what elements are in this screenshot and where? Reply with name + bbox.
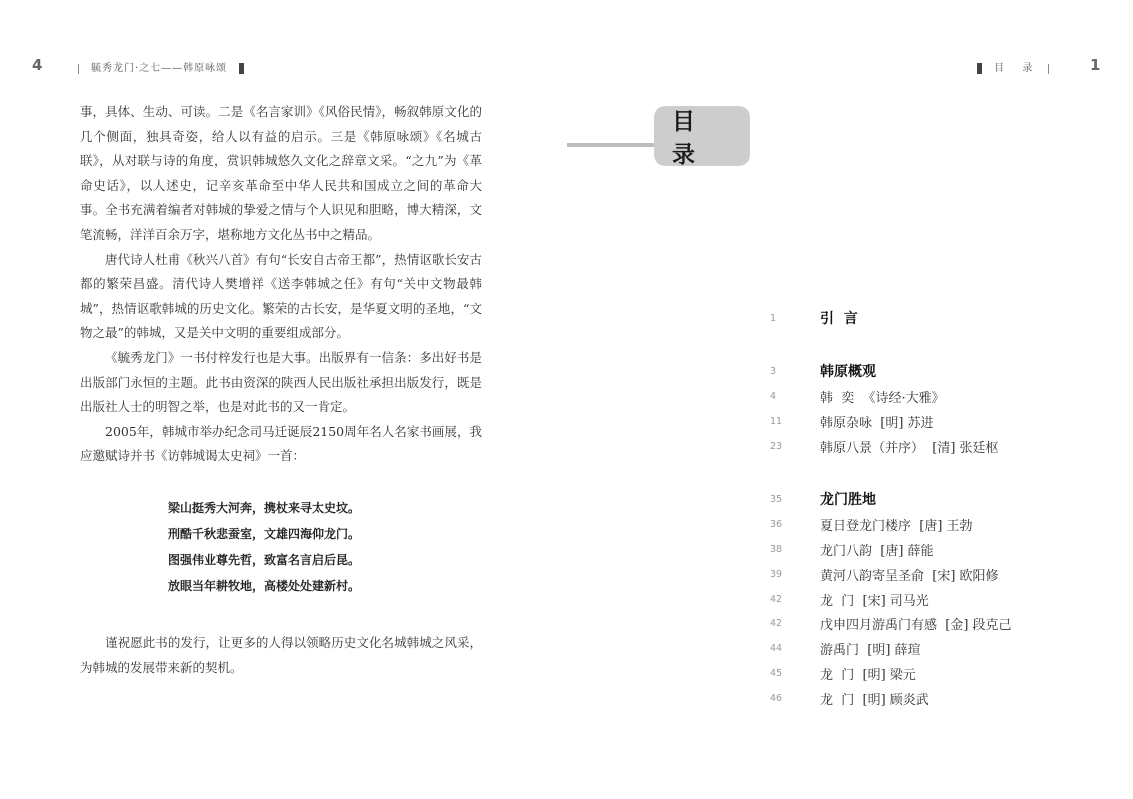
toc-title-text: 龙 门 [明] 顾炎武	[820, 692, 929, 708]
closing-paragraph: 谨祝愿此书的发行，让更多的人得以领略历史文化名城韩城之风采，为韩城的发展带来新的契机。	[80, 634, 482, 675]
toc-page-number: 4	[770, 390, 777, 402]
toc-page-number: 39	[770, 568, 783, 580]
toc-title-text: 龙 门 [宋] 司马光	[820, 593, 929, 609]
toc-page-number: 45	[770, 667, 783, 679]
toc-entry[interactable]	[770, 386, 945, 406]
toc-title-text: 夏日登龙门楼序 [唐] 王勃	[820, 518, 973, 534]
toc-title: 目录	[654, 106, 750, 166]
toc-title-text: 黄河八韵寄呈圣俞 [宋] 欧阳修	[820, 568, 999, 584]
toc-title-text: 韩原概观	[820, 364, 876, 380]
toc-title-text: 戊申四月游禹门有感 [金] 段克己	[820, 617, 1012, 633]
right-running-header	[977, 59, 1061, 74]
paragraph: 2005年，韩城市举办纪念司马迁诞辰2150周年名人名家书画展，我应邀赋诗并书《访韩城谒太史祠》一首：	[80, 423, 482, 464]
toc-entry[interactable]	[770, 539, 934, 559]
left-running-header	[78, 59, 244, 74]
toc-entry[interactable]	[770, 613, 1012, 633]
toc-title-text: 引 言	[820, 311, 858, 327]
toc-page-number: 1	[770, 312, 777, 324]
toc-page-number: 23	[770, 440, 783, 452]
toc-entry[interactable]	[770, 514, 973, 534]
paragraph: 《毓秀龙门》一书付梓发行也是大事。出版界有一信条：多出好书是出版部门永恒的主题。此书由资深的陕西人民出版社承担出版发行，既是出版社人士的明智之举，也是对此书的又一肯定。	[80, 349, 482, 415]
toc-page-number: 35	[770, 493, 783, 505]
toc-title-text: 龙门胜地	[820, 492, 876, 508]
paragraph: 唐代诗人杜甫《秋兴八首》有句“长安自古帝王都”，热情讴歌长安古都的繁荣昌盛。清代诗人樊增祥《送李韩城之任》有句“关中文物最韩城”，热情讴歌韩城的历史文化。繁荣的古长安，是华夏文明的圣地，“文物之最”的韩城，又是关中文明的重要组成部分。	[80, 251, 482, 341]
toc-title-text: 龙门八韵 [唐] 薛能	[820, 543, 934, 559]
toc-title-text: 龙 门 [明] 梁元	[820, 667, 916, 683]
poem-line: 图强伟业尊先哲，致富名言启后昆。	[168, 552, 361, 567]
header-divider	[78, 64, 79, 74]
left-page-number: 4	[32, 56, 43, 74]
paragraph: 事，具体、生动、可读。二是《名言家训》《风俗民情》，畅叙韩原文化的几个侧面，独具奇姿，给人以有益的启示。三是《韩原咏颂》《名城古联》，从对联与诗的角度，赏识韩城悠久文化之辞章文采。“之九”为《革命史话》，以人述史，记辛亥革命至中华人民共和国成立之间的革命大事。全书充满着编者对韩城的挚爱之情与个人识见和胆略，博大精深，文笔流畅，洋洋百余万字，堪称地方文化丛书中之精品。	[80, 104, 482, 242]
toc-title-text: 游禹门 [明] 薛瑄	[820, 642, 921, 658]
header-block-mark	[239, 63, 244, 74]
poem	[168, 495, 482, 599]
right-running-header-text: 目 录	[994, 63, 1037, 74]
toc-title-text: 韩原八景（并序） [清] 张廷枢	[820, 440, 999, 456]
toc-page-number: 36	[770, 518, 783, 530]
poem-line: 梁山挺秀大河奔，携杖来寻太史坟。	[168, 500, 361, 515]
toc-page-number: 42	[770, 593, 783, 605]
toc-page-number: 46	[770, 692, 783, 704]
toc-page-number: 44	[770, 642, 783, 654]
right-page-number: 1	[1090, 56, 1101, 74]
toc-entry[interactable]	[770, 638, 921, 658]
toc-entry[interactable]	[770, 663, 916, 683]
toc-title-rule	[567, 143, 659, 147]
left-body-text	[80, 100, 482, 680]
toc-entry[interactable]	[770, 308, 858, 328]
toc-title-text: 韩 奕 《诗经·大雅》	[820, 390, 945, 406]
toc-entry[interactable]	[770, 688, 929, 708]
toc-entry[interactable]	[770, 489, 876, 509]
toc-entry[interactable]	[770, 436, 999, 456]
toc-page-number: 3	[770, 365, 777, 377]
toc-page-number: 11	[770, 415, 783, 427]
header-block-mark	[977, 63, 982, 74]
toc-title-text: 韩原杂咏 [明] 苏进	[820, 415, 934, 431]
toc-page-number: 38	[770, 543, 783, 555]
header-divider	[1048, 64, 1049, 74]
toc-entry[interactable]	[770, 411, 934, 431]
toc-page-number: 42	[770, 617, 783, 629]
left-running-header-text: 毓秀龙门·之七——韩原咏颂	[91, 63, 228, 74]
toc-entry[interactable]	[770, 361, 876, 381]
poem-line: 刑酷千秋悲蚕室，文雄四海仰龙门。	[168, 526, 361, 541]
poem-line: 放眼当年耕牧地，高楼处处建新村。	[168, 578, 361, 593]
toc-entry[interactable]	[770, 564, 999, 584]
toc-entry[interactable]	[770, 589, 929, 609]
